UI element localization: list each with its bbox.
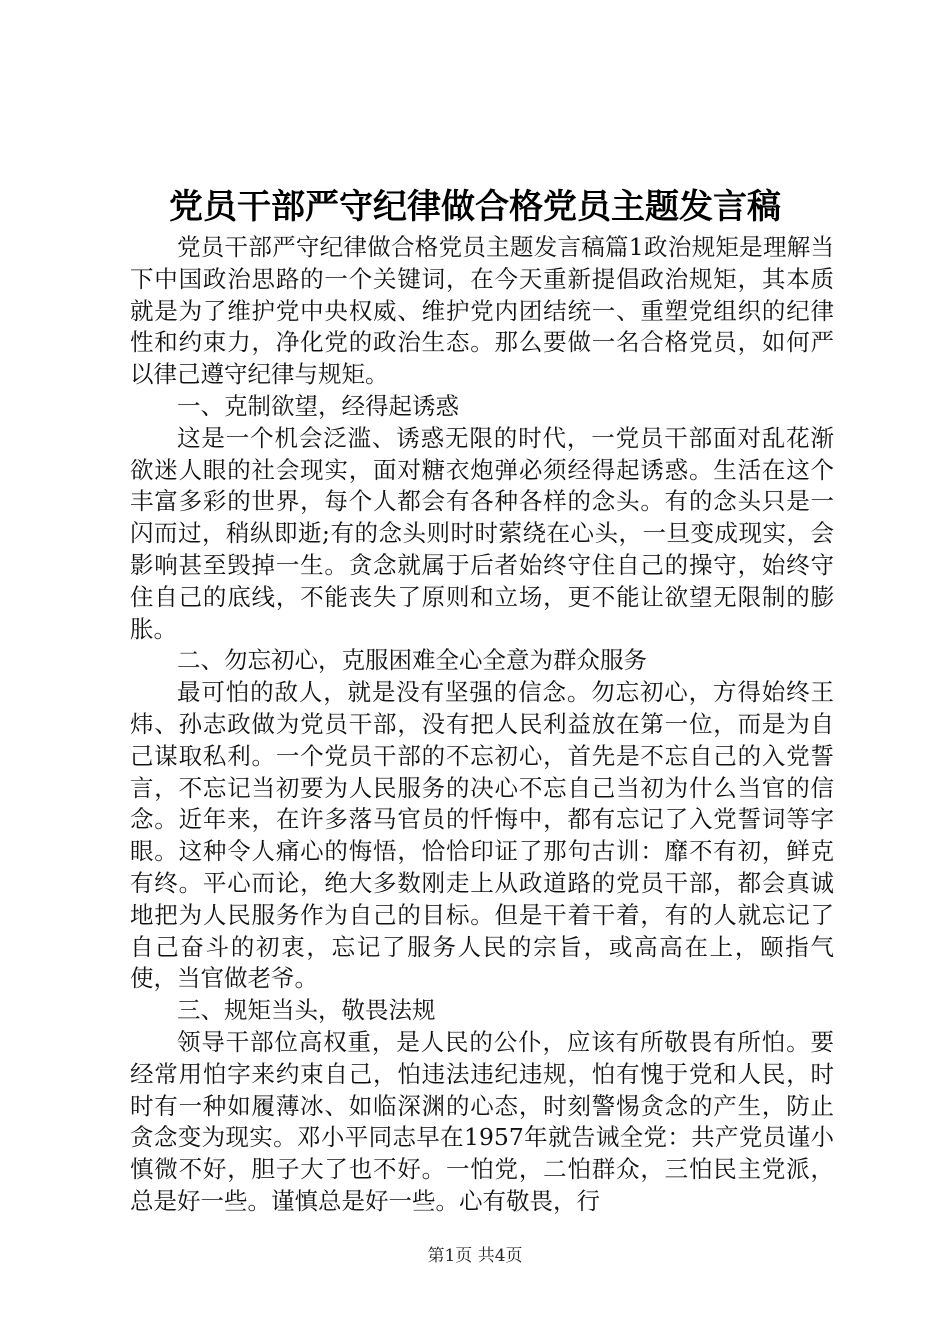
document-body [130,232,834,1218]
document-title: 党员干部严守纪律做合格党员主题发言稿 [169,187,781,227]
section-heading-3: 三、规矩当头，敬畏法规 [177,996,436,1025]
section-heading-2: 二、勿忘初心，克服困难全心全意为群众服务 [177,646,647,675]
paragraph-section-3: 领导干部位高权重，是人民的公仆，应该有所敬畏有所怕。要经常用怕字来约束自己，怕违法违纪违规，怕有愧于党和人民，时时有一种如履薄冰、如临深渊的心态，时刻警惕贪念的产生，防止贪念变为现实。邓小平同志早在1957年就告诫全党：共产党员谨小慎微不好，胆子大了也不好。一怕党，二怕群众，三怕民主党派，总是好一些。谨慎总是好一些。心有敬畏，行 [130,1027,834,1215]
paragraph-section-1: 这是一个机会泛滥、诱惑无限的时代，一党员干部面对乱花渐欲迷人眼的社会现实，面对糖衣炮弹必须经得起诱惑。生活在这个丰富多彩的世界，每个人都会有各种各样的念头。有的念头只是一闪而过，稍纵即逝;有的念头则时时萦绕在心头，一旦变成现实，会影响甚至毁掉一生。贪念就属于后者始终守住自己的操守，始终守住自己的底线，不能丧失了原则和立场，更不能让欲望无限制的膨胀。 [130,423,834,643]
page-footer: 第1页 共4页 [427,1246,523,1266]
paragraph-intro: 党员干部严守纪律做合格党员主题发言稿篇1政治规矩是理解当下中国政治思路的一个关键词，在今天重新提倡政治规矩，其本质就是为了维护党中央权威、维护党内团结统一、重塑党组织的纪律性和约束力，净化党的政治生态。那么要做一名合格党员，如何严以律己遵守纪律与规矩。 [130,233,834,389]
paragraph-section-2: 最可怕的敌人，就是没有坚强的信念。勿忘初心，方得始终王炜、孙志政做为党员干部，没有把人民利益放在第一位，而是为自己谋取私利。一个党员干部的不忘初心，首先是不忘自己的入党誓言，不忘记当初要为人民服务的决心不忘自己当初为什么当官的信念。近年来，在许多落马官员的忏悔中，都有忘记了入党誓词等字眼。这种令人痛心的悔悟，恰恰印证了那句古训：靡不有初，鲜克有终。平心而论，绝大多数刚走上从政道路的党员干部，都会真诚地把为人民服务作为自己的目标。但是干着干着，有的人就忘记了自己奋斗的初衷，忘记了服务人民的宗旨，或高高在上，颐指气使，当官做老爷。 [130,678,834,993]
section-heading-1: 一、克制欲望，经得起诱惑 [177,391,459,420]
